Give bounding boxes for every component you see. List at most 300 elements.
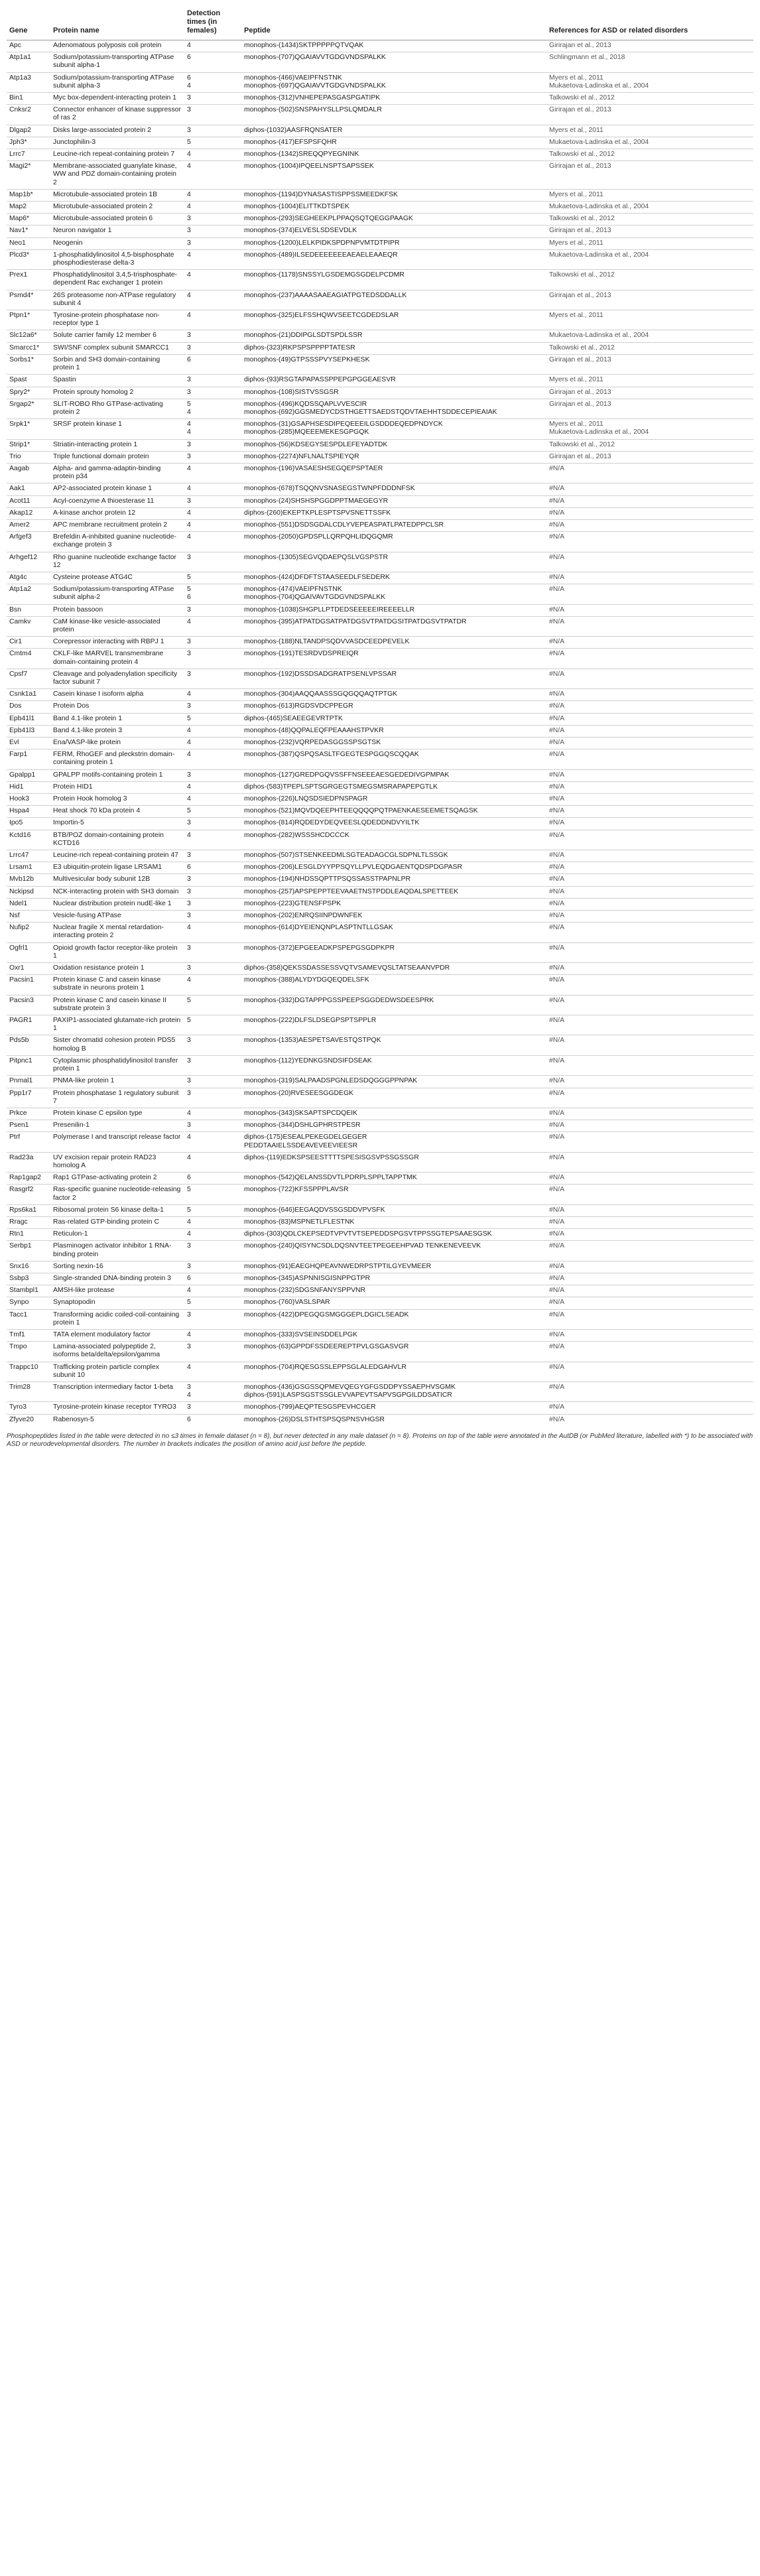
gene-cell [7, 669, 50, 688]
reference-cell-line: #N/A [549, 739, 565, 746]
detection-times-cell [184, 225, 241, 237]
gene-cell [7, 1076, 50, 1088]
peptide-cell [241, 886, 546, 898]
peptide-cell-line: PEDDTAAIELSSDEAVEVEEVIEESR [244, 1141, 358, 1149]
protein-name-cell-line: Nuclear distribution protein nudE-like 1 [53, 899, 172, 907]
reference-cell [546, 532, 753, 552]
protein-name-cell [50, 552, 184, 572]
peptide-cell-line: monophos-(48)QQPALEQFPEAAAHSTPVKR [244, 726, 384, 734]
table-row [7, 1216, 753, 1228]
peptide-cell [241, 93, 546, 105]
gene-cell [7, 483, 50, 495]
protein-name-cell [50, 354, 184, 374]
protein-name-cell [50, 495, 184, 507]
reference-cell-line: #N/A [549, 1330, 565, 1338]
peptide-cell-line: diphos-(591)LASPSGSTSSGLEVVAPEVTSAPVSGPGILDDSATICR [244, 1391, 452, 1399]
detection-times-cell [184, 637, 241, 649]
peptide-cell-line: monophos-(196)VASAESHSEGQEPSPTAER [244, 464, 383, 472]
detection-times-cell [184, 1216, 241, 1228]
protein-name-cell-line: Tyrosine-protein phosphatase non-receptor type 1 [53, 312, 160, 328]
gene-cell [7, 270, 50, 290]
reference-cell-line: Myers et al., 2011 [549, 376, 603, 384]
detection-times-cell [184, 1015, 241, 1035]
peptide-cell-line: monophos-(707)QGAIAVVTGDGVNDSPALKK [244, 54, 386, 62]
table-row [7, 1132, 753, 1152]
detection-times-cell [184, 93, 241, 105]
detection-times-cell-line: 4 [187, 521, 191, 529]
reference-cell-line: Myers et al., 2011 [549, 312, 603, 320]
peptide-cell-line: monophos-(49)GTPSSSPVYSEPKHESK [244, 355, 370, 363]
detection-times-cell-line: 3 [187, 638, 191, 646]
detection-times-cell [184, 830, 241, 850]
protein-name-cell-line: Vesicle-fusing ATPase [53, 912, 121, 920]
reference-cell-line: #N/A [549, 1089, 565, 1097]
peptide-cell [241, 975, 546, 995]
protein-name-cell [50, 886, 184, 898]
peptide-cell-line: monophos-(1353)AESPETSAVESTQSTPQK [244, 1037, 381, 1045]
gene-cell-line: Kctd16 [9, 831, 31, 839]
reference-cell-line: #N/A [549, 976, 565, 984]
detection-times-cell [184, 584, 241, 604]
protein-name-cell [50, 463, 184, 483]
detection-times-cell-line: 5 [187, 714, 191, 722]
gene-cell-line: Pnmal1 [9, 1077, 33, 1085]
protein-name-cell [50, 830, 184, 850]
detection-times-cell-line: 3 [187, 1343, 191, 1351]
gene-cell [7, 862, 50, 874]
phosphopeptide-table [7, 7, 753, 1426]
detection-times-cell [184, 911, 241, 923]
reference-cell-line: Schlingmann et al., 2018 [549, 54, 625, 62]
peptide-cell-line: monophos-(24)SHSHSPGGDPPTMAEGEGYR [244, 497, 389, 505]
protein-name-cell [50, 532, 184, 552]
protein-name-cell-line: Leucine-rich repeat-containing protein 7 [53, 151, 175, 159]
detection-times-cell [184, 137, 241, 149]
reference-cell-line: Talkowski et al., 2012 [549, 215, 615, 223]
detection-times-cell-line: 4 [187, 617, 191, 625]
detection-times-cell-line: 3 [187, 852, 191, 860]
peptide-cell [241, 202, 546, 214]
reference-cell [546, 794, 753, 806]
detection-times-cell [184, 72, 241, 92]
protein-name-cell-line: E3 ubiquitin-protein ligase LRSAM1 [53, 864, 162, 871]
protein-name-cell [50, 1088, 184, 1108]
gene-cell [7, 1329, 50, 1341]
detection-times-cell [184, 1297, 241, 1309]
peptide-cell-line: monophos-(436)GSGSSQPMEVQEGYGFGSDDPYSSAEPHVSGMK [244, 1383, 456, 1391]
peptide-cell [241, 354, 546, 374]
protein-name-cell-line: Multivesicular body subunit 12B [53, 875, 151, 883]
reference-cell-line: #N/A [549, 714, 565, 722]
reference-cell-line: #N/A [549, 1153, 565, 1161]
reference-cell-line: #N/A [549, 1343, 565, 1351]
protein-name-cell-line: Neuron navigator 1 [53, 227, 112, 235]
protein-name-cell [50, 40, 184, 52]
gene-cell [7, 1402, 50, 1414]
protein-name-cell-line: A-kinase anchor protein 12 [53, 509, 136, 517]
detection-times-cell [184, 1173, 241, 1185]
peptide-cell-line: monophos-(285)MQEEEMEKESGPGQK [244, 428, 369, 436]
reference-cell [546, 1241, 753, 1261]
peptide-cell-line: monophos-(237)AAAASAAEAGIATPGTEDSDDALLK [244, 291, 407, 299]
reference-cell [546, 330, 753, 342]
peptide-cell-line: monophos-(704)RQESGSSLEPPSGLALEDGAHVLR [244, 1363, 407, 1371]
peptide-cell [241, 749, 546, 769]
table-row [7, 806, 753, 818]
peptide-cell-line: monophos-(127)GREDPGQVSSFFNSEEEAESGEDEDIVGPMPAK [244, 771, 450, 779]
reference-cell [546, 105, 753, 125]
detection-times-cell-line: 3 [187, 215, 191, 223]
gene-cell-line: Magi2* [9, 162, 31, 170]
gene-cell [7, 572, 50, 584]
detection-times-cell-line: 3 [187, 1077, 191, 1085]
peptide-cell [241, 149, 546, 161]
reference-cell-line: Girirajan et al., 2013 [549, 388, 611, 396]
peptide-cell-line: monophos-(760)VASLSPAR [244, 1299, 330, 1307]
reference-cell-line: #N/A [549, 944, 565, 952]
detection-times-cell [184, 330, 241, 342]
reference-cell-line: #N/A [549, 1017, 565, 1025]
detection-times-cell [184, 1241, 241, 1261]
table-row [7, 1229, 753, 1241]
gene-cell-line: Mvb12b [9, 875, 34, 883]
peptide-cell-line: monophos-(697)QGAIAVVTGDGVNDSPALKK [244, 82, 386, 90]
protein-name-cell [50, 519, 184, 531]
peptide-cell [241, 439, 546, 451]
protein-name-cell [50, 1382, 184, 1401]
gene-cell-line: Arhgef12 [9, 553, 38, 561]
gene-cell [7, 149, 50, 161]
gene-cell-line: Epb41l1 [9, 714, 35, 722]
gene-cell-line: Trim28 [9, 1383, 31, 1391]
reference-cell [546, 1309, 753, 1329]
peptide-cell-line: monophos-(108)SISTVSSGSR [244, 388, 339, 396]
reference-cell [546, 850, 753, 862]
gene-cell [7, 552, 50, 572]
protein-name-cell [50, 399, 184, 419]
reference-cell-line: #N/A [549, 726, 565, 734]
peptide-cell [241, 862, 546, 874]
detection-times-cell-line: 4 [187, 312, 191, 320]
detection-times-cell [184, 375, 241, 387]
gene-cell [7, 1216, 50, 1228]
protein-name-cell-line: Synaptopodin [53, 1299, 95, 1307]
peptide-cell [241, 330, 546, 342]
detection-times-cell-line: 4 [187, 428, 191, 436]
peptide-cell [241, 806, 546, 818]
peptide-cell-line: monophos-(387)QSPQSASLTFGEGTESPGGQSCQQAK [244, 751, 419, 759]
peptide-cell [241, 1076, 546, 1088]
reference-cell [546, 225, 753, 237]
protein-name-cell [50, 689, 184, 701]
protein-name-cell [50, 1185, 184, 1204]
protein-name-cell-line: Protein phosphatase 1 regulatory subunit 7 [53, 1089, 179, 1105]
gene-cell-line: Cir1 [9, 638, 23, 646]
peptide-cell-line: monophos-(21)DDIPGLSDTSPDLSSR [244, 332, 363, 340]
reference-cell-line: #N/A [549, 1109, 565, 1117]
peptide-cell-line: monophos-(374)ELVESLSDSEVDLK [244, 227, 357, 235]
peptide-cell [241, 387, 546, 399]
detection-times-cell-line: 5 [187, 400, 191, 408]
detection-times-cell-line: 6 [187, 1174, 191, 1182]
gene-cell [7, 1204, 50, 1216]
protein-name-cell-line: TATA element modulatory factor [53, 1330, 151, 1338]
reference-cell-line: #N/A [549, 1037, 565, 1045]
protein-name-cell [50, 942, 184, 962]
protein-name-cell-line: Cytoplasmic phosphatidylinositol transfer protein 1 [53, 1057, 178, 1073]
detection-times-cell-line: 4 [187, 151, 191, 159]
table-row [7, 1035, 753, 1055]
gene-cell-line: Stambpl1 [9, 1287, 38, 1295]
peptide-cell [241, 1015, 546, 1035]
detection-times-cell-line: 5 [187, 996, 191, 1004]
peptide-cell-line: monophos-(521)MQVDQEEPHTEEQQQQPQTPAENKAESEEMETSQAGSK [244, 807, 478, 815]
detection-times-cell [184, 1088, 241, 1108]
reference-cell [546, 1414, 753, 1426]
detection-times-cell [184, 202, 241, 214]
peptide-cell-line: monophos-(814)RQDEDYDEQVEESLQDEDDNDVYILTK [244, 819, 420, 827]
gene-cell [7, 886, 50, 898]
gene-cell-line: Ptrf [9, 1133, 21, 1141]
table-row [7, 923, 753, 942]
reference-cell [546, 769, 753, 781]
gene-cell [7, 507, 50, 519]
gene-cell-line: Ipo5 [9, 819, 23, 827]
detection-times-cell-line: 4 [187, 485, 191, 493]
protein-name-cell-line: Cysteine protease ATG4C [53, 573, 133, 581]
detection-times-cell [184, 249, 241, 269]
protein-name-cell [50, 850, 184, 862]
detection-times-cell [184, 975, 241, 995]
peptide-cell-line: monophos-(232)SDGSNFANYSPPVNR [244, 1287, 366, 1295]
protein-name-cell-line: Spastin [53, 376, 76, 384]
protein-name-cell-line: Single-stranded DNA-binding protein 3 [53, 1274, 171, 1282]
reference-cell-line: #N/A [549, 1299, 565, 1307]
gene-cell [7, 1285, 50, 1297]
protein-name-cell-line: Microtubule-associated protein 1B [53, 190, 158, 198]
protein-name-cell [50, 1132, 184, 1152]
table-footnote: Phosphopeptides listed in the table were detected in no ≤3 times in female dataset (n = 8), but never detected in any male dataset (n = 8). Proteins on top of the table were annotated in the AutDB (or PubMed literature, labelled with *) to be associated with ASD or neurodevelopmental disorders. The number in brackets indicates the position of amino acid just before the peptide. [7, 1432, 753, 1449]
detection-times-cell [184, 862, 241, 874]
peptide-cell-line: monophos-(1004)ELITTKDTSPEK [244, 203, 349, 211]
detection-times-cell-line: 6 [187, 54, 191, 62]
peptide-cell-line: monophos-(226)LNQSDSIEDPNSPAGR [244, 795, 368, 803]
detection-times-cell [184, 161, 241, 190]
reference-cell [546, 1015, 753, 1035]
gene-cell-line: Aak1 [9, 485, 25, 493]
detection-times-cell-line: 3 [187, 670, 191, 678]
detection-times-cell-line: 4 [187, 1287, 191, 1295]
detection-times-cell-line: 4 [187, 751, 191, 759]
peptide-cell-line: monophos-(304)AAQQAASSSGQGQQAQTPTGK [244, 690, 397, 698]
detection-times-cell-line: 4 [187, 464, 191, 472]
gene-cell [7, 93, 50, 105]
peptide-cell [241, 189, 546, 201]
gene-cell [7, 225, 50, 237]
reference-cell-line: Girirajan et al., 2013 [549, 355, 611, 363]
gene-cell [7, 399, 50, 419]
peptide-cell-line: monophos-(222)DLFSLDSEGPSPTSPPLR [244, 1017, 377, 1025]
detection-times-cell-line: 4 [187, 190, 191, 198]
protein-name-cell [50, 749, 184, 769]
peptide-cell [241, 399, 546, 419]
gene-cell [7, 189, 50, 201]
peptide-cell [241, 1035, 546, 1055]
peptide-cell [241, 495, 546, 507]
peptide-cell-line: monophos-(240)QISYNCSDLDQSNVTEETPEGEEHPVAD TENKENEVEEVK [244, 1242, 481, 1250]
reference-cell [546, 862, 753, 874]
header-gene: Gene [7, 7, 50, 40]
peptide-cell [241, 616, 546, 636]
protein-name-cell [50, 125, 184, 137]
gene-cell-line: PAGR1 [9, 1017, 32, 1025]
table-row [7, 1241, 753, 1261]
detection-times-cell-line: 5 [187, 573, 191, 581]
table-row [7, 1261, 753, 1273]
protein-name-cell-line: Ras-related GTP-binding protein C [53, 1218, 159, 1226]
protein-name-cell-line: Polymerase I and transcript release factor [53, 1133, 181, 1141]
reference-cell [546, 149, 753, 161]
protein-name-cell [50, 1261, 184, 1273]
table-row [7, 1382, 753, 1401]
detection-times-cell-line: 3 [187, 239, 191, 247]
table-row [7, 794, 753, 806]
peptide-cell-line: monophos-(496)KQDSSQAPLVVESCIR [244, 400, 367, 408]
gene-cell-line: Snx16 [9, 1262, 29, 1270]
reference-cell [546, 689, 753, 701]
gene-cell [7, 649, 50, 669]
reference-cell-line: #N/A [549, 783, 565, 791]
detection-times-cell [184, 387, 241, 399]
reference-cell-line: Talkowski et al., 2012 [549, 344, 615, 352]
peptide-cell-line: monophos-(20)RVESEESGGDEGK [244, 1089, 353, 1097]
table-row [7, 419, 753, 439]
detection-times-cell-line: 3 [187, 440, 191, 448]
detection-times-cell [184, 552, 241, 572]
reference-cell [546, 1342, 753, 1362]
table-row [7, 40, 753, 52]
reference-cell-line: #N/A [549, 1218, 565, 1226]
peptide-cell [241, 713, 546, 725]
peptide-cell [241, 342, 546, 354]
protein-name-cell-line: 26S proteasome non-ATPase regulatory subunit 4 [53, 291, 176, 307]
peptide-cell-line: monophos-(345)ASPNNISGISNPPGTPR [244, 1274, 370, 1282]
detection-times-cell [184, 898, 241, 910]
detection-times-cell-line: 3 [187, 332, 191, 340]
gene-cell-line: Csnk1a1 [9, 690, 37, 698]
gene-cell [7, 963, 50, 975]
reference-cell [546, 507, 753, 519]
detection-times-cell-line: 6 [187, 594, 191, 602]
detection-times-cell [184, 1329, 241, 1341]
protein-name-cell [50, 1309, 184, 1329]
protein-name-cell-line: AMSH-like protease [53, 1287, 115, 1295]
gene-cell-line: Lrrc47 [9, 852, 29, 860]
detection-times-cell [184, 310, 241, 330]
gene-cell [7, 604, 50, 616]
reference-cell-line: #N/A [549, 1133, 565, 1141]
peptide-cell-line: monophos-(192)DSSDSADGRATPSENLVPSSAR [244, 670, 397, 678]
protein-name-cell [50, 923, 184, 942]
gene-cell-line: Nufip2 [9, 924, 30, 932]
detection-times-cell [184, 749, 241, 769]
reference-cell [546, 1216, 753, 1228]
protein-name-cell-line: BTB/POZ domain-containing protein KCTD16 [53, 831, 164, 847]
table-row [7, 507, 753, 519]
gene-cell [7, 375, 50, 387]
peptide-cell [241, 310, 546, 330]
peptide-cell-line: monophos-(26)DSLSTHTSPSQSPNSVHGSR [244, 1415, 385, 1423]
table-row [7, 1120, 753, 1132]
detection-times-cell [184, 507, 241, 519]
detection-times-cell-line: 5 [187, 1017, 191, 1025]
detection-times-cell-line: 4 [187, 408, 191, 416]
gene-cell-line: Aagab [9, 464, 30, 472]
peptide-cell [241, 1132, 546, 1152]
gene-cell-line: Apc [9, 42, 21, 49]
reference-cell-line: Mukaetova-Ladinska et al., 2004 [549, 203, 649, 211]
gene-cell-line: Dos [9, 702, 22, 710]
table-row [7, 330, 753, 342]
protein-name-cell-line: CaM kinase-like vesicle-associated protein [53, 617, 160, 633]
gene-cell [7, 713, 50, 725]
reference-cell-line: #N/A [549, 1403, 565, 1411]
reference-cell [546, 995, 753, 1015]
gene-cell [7, 923, 50, 942]
table-row [7, 125, 753, 137]
protein-name-cell-line: Band 4.1-like protein 3 [53, 726, 122, 734]
reference-cell-line: Mukaetova-Ladinska et al., 2004 [549, 251, 649, 259]
detection-times-cell-line: 4 [187, 1391, 191, 1399]
detection-times-cell-line: 3 [187, 771, 191, 779]
protein-name-cell-line: Adenomatous polyposis coli protein [53, 42, 162, 49]
peptide-cell-line: diphos-(175)ESEALPEKEGDELGEGER [244, 1133, 367, 1141]
peptide-cell [241, 781, 546, 793]
gene-cell-line: Rragc [9, 1218, 28, 1226]
detection-times-cell [184, 1342, 241, 1362]
reference-cell-line: #N/A [549, 497, 565, 505]
peptide-cell [241, 375, 546, 387]
table-row [7, 52, 753, 72]
detection-times-cell-line: 6 [187, 1274, 191, 1282]
reference-cell [546, 1329, 753, 1341]
reference-cell-line: Girirajan et al., 2013 [549, 42, 611, 49]
peptide-cell-line: monophos-(206)LESGLDYYPPSQYLLPVLEQDGAENTQDSPDGPASR [244, 864, 462, 871]
detection-times-cell [184, 701, 241, 713]
detection-times-cell [184, 963, 241, 975]
header-references: References for ASD or related disorders [546, 7, 753, 40]
detection-times-cell-line: 4 [187, 533, 191, 541]
reference-cell [546, 1120, 753, 1132]
detection-times-cell [184, 689, 241, 701]
detection-times-cell [184, 1229, 241, 1241]
reference-cell [546, 1273, 753, 1285]
protein-name-cell-line: Sodium/potassium-transporting ATPase subunit alpha-2 [53, 586, 174, 602]
protein-name-cell [50, 862, 184, 874]
reference-cell-line: #N/A [549, 702, 565, 710]
table-row [7, 830, 753, 850]
peptide-cell [241, 923, 546, 942]
table-row [7, 1414, 753, 1426]
header-peptide: Peptide [241, 7, 546, 40]
protein-name-cell-line: Oxidation resistance protein 1 [53, 964, 145, 972]
protein-name-cell [50, 616, 184, 636]
protein-name-cell-line: NCK-interacting protein with SH3 domain [53, 887, 179, 895]
protein-name-cell-line: Ras-specific guanine nucleotide-releasing factor 2 [53, 1186, 181, 1202]
detection-times-cell [184, 923, 241, 942]
reference-cell [546, 1132, 753, 1152]
detection-times-cell [184, 1362, 241, 1382]
